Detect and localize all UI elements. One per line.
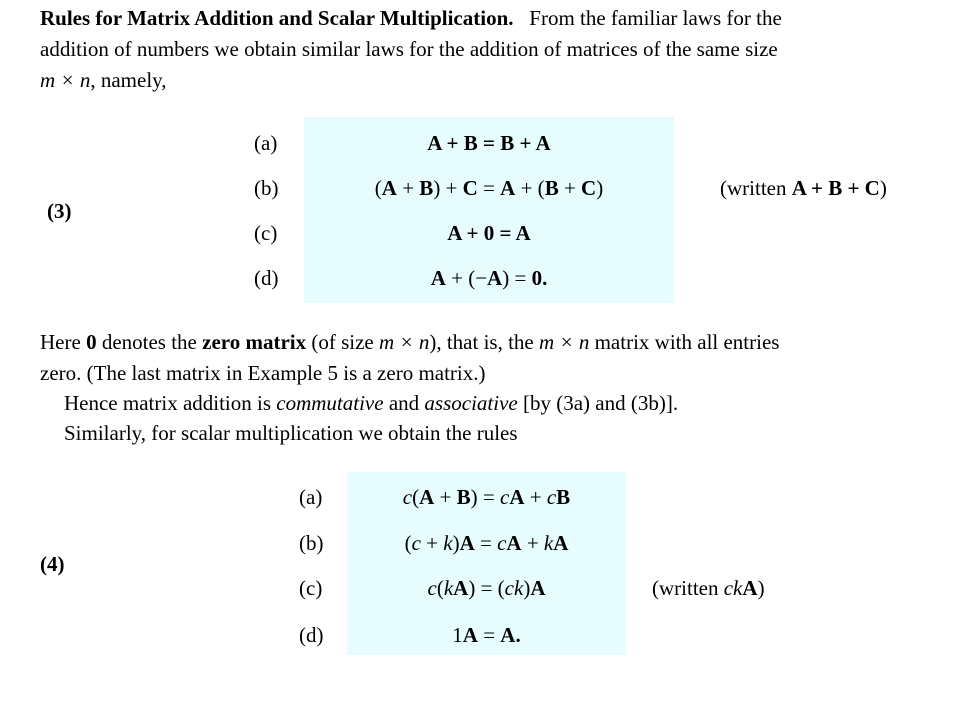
para-line-2: zero. (The last matrix in Example 5 is a zero matrix.) xyxy=(40,361,486,385)
eq4-formula-b: (c + k)A = cA + kA xyxy=(404,531,569,555)
eq4-label-c: (c) xyxy=(299,576,323,600)
eq3-note-suffix: ) xyxy=(879,176,887,200)
para-text: denotes the xyxy=(96,330,203,354)
zero-matrix-term: zero matrix xyxy=(202,330,307,354)
zero-symbol: 0 xyxy=(86,330,97,354)
para-text: [by (3a) and (3b)]. xyxy=(517,391,679,415)
size-mn: m × n xyxy=(40,68,91,92)
commutative-term: commutative xyxy=(276,391,384,415)
para-text: Here xyxy=(40,330,87,354)
eq3-formula-c: A + 0 = A xyxy=(447,221,531,245)
para-text: ), that is, the xyxy=(429,330,539,354)
para-text: (of size xyxy=(306,330,379,354)
eq3-label-b: (b) xyxy=(254,176,279,200)
eq3-label-c: (c) xyxy=(254,221,278,245)
intro-line-2: addition of numbers we obtain similar laws for the addition of matrices of the same size xyxy=(40,37,778,61)
eq4-note-suffix: ) xyxy=(757,576,765,600)
intro-line-3-rest: , namely, xyxy=(90,68,167,92)
para-text: matrix with all entries xyxy=(589,330,780,354)
eq3-note-math: A + B + C xyxy=(791,176,880,200)
size-mn: m × n xyxy=(539,330,590,354)
para-text: and xyxy=(383,391,425,415)
eq4-label-b: (b) xyxy=(299,531,324,555)
eq3-label-a: (a) xyxy=(254,131,278,155)
eq3-formula-b: (A + B) + C = A + (B + C) xyxy=(374,176,604,200)
eq3-note-prefix: (written xyxy=(720,176,792,200)
para-line-1 xyxy=(40,330,779,355)
eq3-formula-a: A + B = B + A xyxy=(427,131,551,155)
eq4-formula-d: 1A = A. xyxy=(452,623,521,647)
intro-line-1 xyxy=(40,6,782,31)
section-heading: Rules for Matrix Addition and Scalar Multiplication. xyxy=(40,6,514,30)
eq4-formula-c: c(kA) = (ck)A xyxy=(427,576,546,600)
associative-term: associative xyxy=(424,391,518,415)
equation-number-3: (3) xyxy=(47,199,72,223)
size-mn: m × n xyxy=(379,330,430,354)
para-line-3 xyxy=(64,391,678,416)
eq4-label-a: (a) xyxy=(299,485,323,509)
para-text: Hence matrix addition is xyxy=(64,391,277,415)
eq4-note: (written ckA) xyxy=(652,576,765,600)
intro-line-3 xyxy=(40,68,167,93)
eq4-label-d: (d) xyxy=(299,623,324,647)
eq4-formula-a: c(A + B) = cA + cB xyxy=(402,485,571,509)
eq3-formula-d: A + (−A) = 0. xyxy=(430,266,548,290)
eq3-note xyxy=(720,173,887,203)
para-line-4: Similarly, for scalar multiplication we obtain the rules xyxy=(64,421,518,445)
intro-line-1-rest: From the familiar laws for the xyxy=(529,6,782,30)
equation-number-4: (4) xyxy=(40,552,65,576)
eq4-note-prefix: (written xyxy=(652,576,724,600)
eq3-label-d: (d) xyxy=(254,266,279,290)
